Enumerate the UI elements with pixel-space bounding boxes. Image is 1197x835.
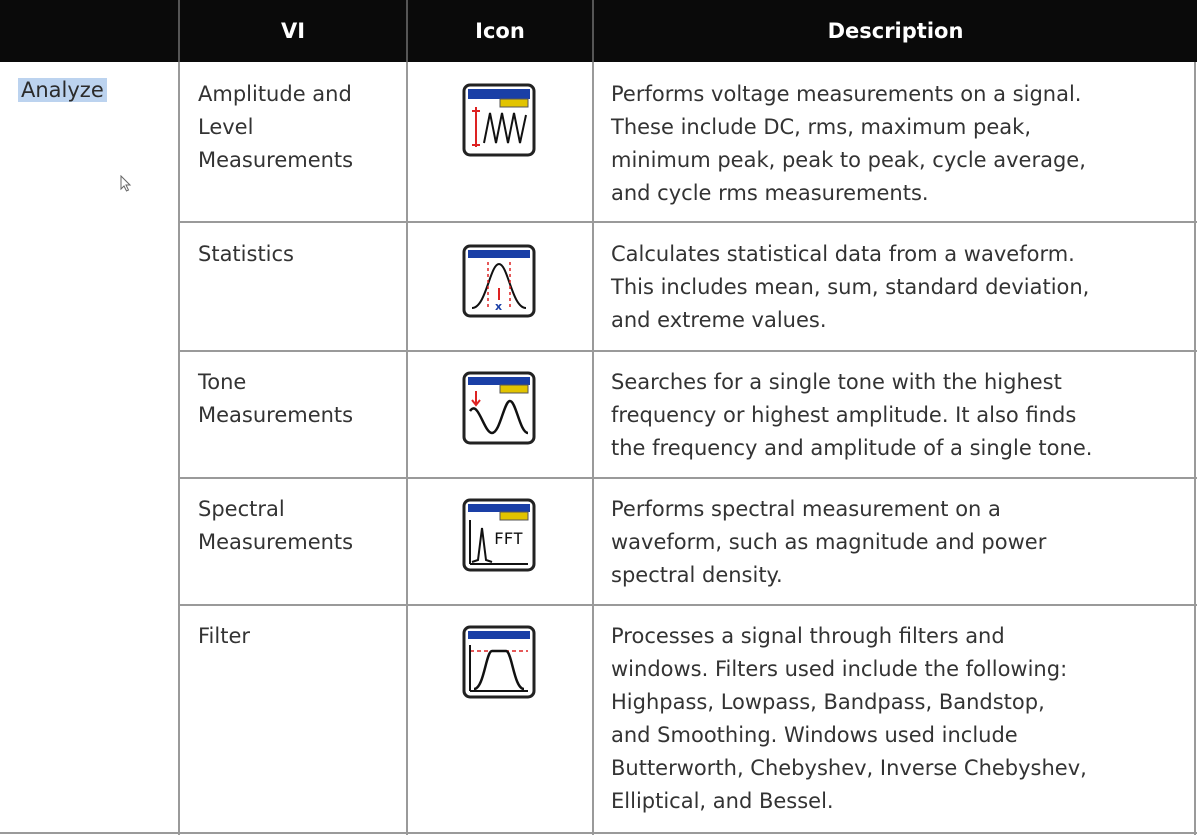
header-vi: VI	[280, 19, 306, 43]
description-line: Searches for a single tone with the highest	[611, 370, 1062, 394]
vi-name-tone-measurements	[198, 366, 353, 432]
description-line: These include DC, rms, maximum peak,	[611, 115, 1031, 139]
statistics-icon	[462, 244, 536, 318]
description-line: Calculates statistical data from a waveform.	[611, 242, 1075, 266]
description-line: and cycle rms measurements.	[611, 181, 929, 205]
amplitude-level-icon	[462, 83, 536, 157]
vi-name-amplitude-level	[198, 78, 353, 177]
description-line: Processes a signal through filters and	[611, 624, 1005, 648]
vi-name-line: Amplitude and	[198, 82, 352, 106]
category-cell	[18, 78, 107, 102]
description-tone-measurements	[611, 366, 1183, 465]
mouse-cursor-icon	[120, 175, 134, 193]
column-divider	[406, 62, 408, 835]
description-line: the frequency and amplitude of a single tone.	[611, 436, 1093, 460]
row-divider	[178, 221, 1197, 223]
vi-name-line: Tone	[198, 370, 247, 394]
description-filter	[611, 620, 1183, 818]
description-statistics	[611, 238, 1183, 337]
svg-text:x: x	[495, 300, 503, 313]
description-line: Butterworth, Chebyshev, Inverse Chebyshev,	[611, 756, 1087, 780]
description-line: Performs voltage measurements on a signal.	[611, 82, 1082, 106]
description-line: minimum peak, peak to peak, cycle average,	[611, 148, 1086, 172]
header-description: Description	[827, 19, 964, 43]
row-divider	[178, 604, 1197, 606]
vi-name-line: Filter	[198, 624, 251, 648]
column-divider	[1194, 62, 1196, 835]
fft-label: FFT	[494, 529, 523, 548]
row-divider	[178, 477, 1197, 479]
description-spectral-measurements	[611, 493, 1183, 592]
description-line: frequency or highest amplitude. It also finds	[611, 403, 1077, 427]
vi-name-spectral-measurements	[198, 493, 353, 559]
filter-icon	[462, 625, 536, 699]
column-divider	[592, 62, 594, 835]
vi-name-line: Statistics	[198, 242, 294, 266]
spectral-measurements-icon	[462, 498, 536, 572]
column-divider	[178, 62, 180, 835]
header-icon: Icon	[475, 19, 525, 43]
tone-measurements-icon	[462, 371, 536, 445]
category-label[interactable]: Analyze	[18, 78, 107, 102]
description-line: Performs spectral measurement on a	[611, 497, 1001, 521]
row-divider	[178, 350, 1197, 352]
description-line: windows. Filters used include the following:	[611, 657, 1068, 681]
description-line: waveform, such as magnitude and power	[611, 530, 1047, 554]
vi-name-line: Spectral	[198, 497, 285, 521]
vi-name-statistics	[198, 238, 294, 271]
description-amplitude-level	[611, 78, 1183, 210]
vi-name-line: Level	[198, 115, 254, 139]
description-line: spectral density.	[611, 563, 783, 587]
row-divider	[0, 832, 1197, 834]
vi-name-line: Measurements	[198, 530, 354, 554]
description-line: Highpass, Lowpass, Bandpass, Bandstop,	[611, 690, 1045, 714]
description-line: and Smoothing. Windows used include	[611, 723, 1018, 747]
vi-name-filter	[198, 620, 250, 653]
vi-name-line: Measurements	[198, 403, 354, 427]
vi-name-line: Measurements	[198, 148, 354, 172]
table-header	[0, 0, 1197, 62]
description-line: and extreme values.	[611, 308, 827, 332]
description-line: Elliptical, and Bessel.	[611, 789, 834, 813]
description-line: This includes mean, sum, standard deviation,	[611, 275, 1090, 299]
